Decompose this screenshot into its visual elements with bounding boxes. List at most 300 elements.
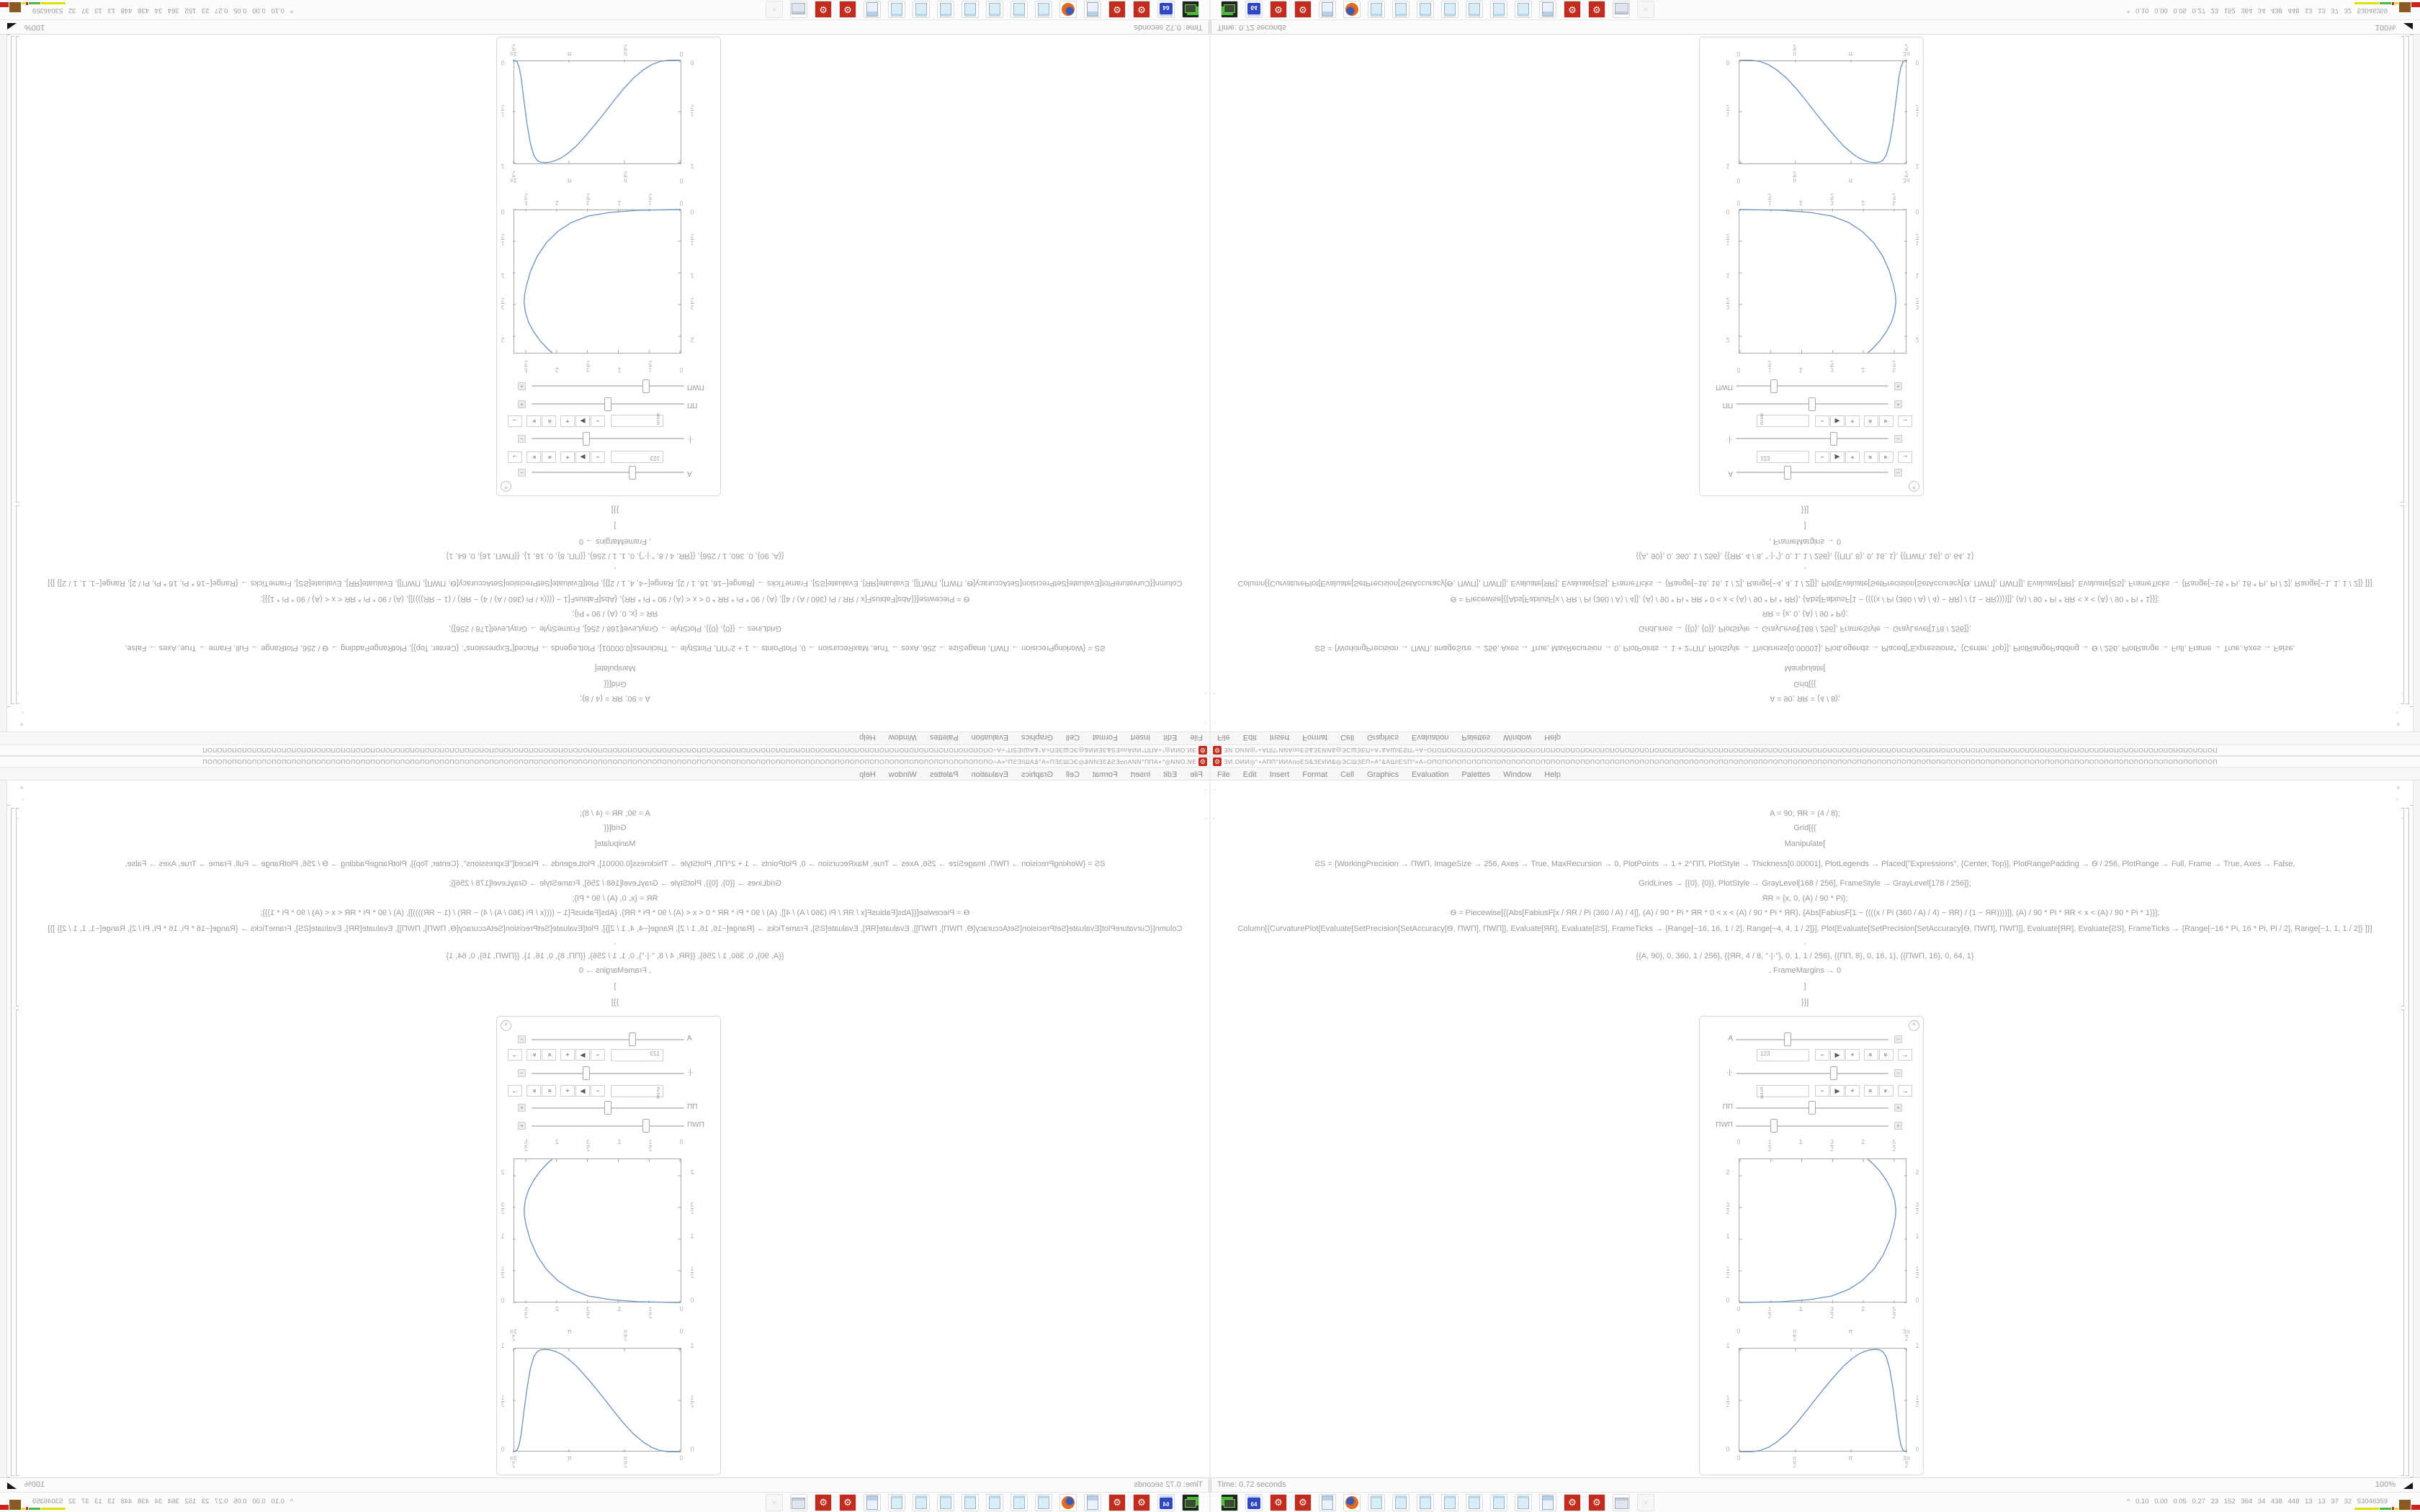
- slider-thumb[interactable]: [1830, 1066, 1837, 1080]
- step-down-button[interactable]: −: [1815, 415, 1829, 427]
- menu-item-help[interactable]: Help: [859, 733, 876, 742]
- magnification-level[interactable]: 100%: [24, 23, 45, 32]
- slider-track[interactable]: [1736, 1107, 1888, 1109]
- taskbar-icon-gear[interactable]: [1294, 1, 1312, 18]
- slider-collapse-button[interactable]: −: [1894, 1069, 1902, 1077]
- slower-button[interactable]: »: [1879, 1049, 1894, 1061]
- slider-thumb[interactable]: [1809, 397, 1816, 411]
- slower-button[interactable]: »: [1879, 1085, 1894, 1097]
- cell-bracket[interactable]: [2401, 808, 2404, 1007]
- code-line: Grid[{{: [1793, 680, 1816, 688]
- taskbar-icon-gear[interactable]: [1294, 1494, 1312, 1511]
- fraction-numerator: 3: [1915, 304, 1919, 311]
- taskbar-icon-disabled[interactable]: [766, 1, 783, 18]
- taskbar-icon-gear[interactable]: [1270, 1494, 1287, 1511]
- slider-track[interactable]: [532, 472, 684, 473]
- menu-item-cell[interactable]: Cell: [1065, 733, 1080, 742]
- slider-thumb[interactable]: [1830, 432, 1837, 446]
- jump-end-button[interactable]: →: [1898, 415, 1912, 427]
- window-tab-bar[interactable]: [1211, 756, 2420, 768]
- slider-expand-button[interactable]: +: [518, 400, 526, 408]
- taskbar-icon-notes[interactable]: [986, 1494, 1003, 1511]
- faster-button[interactable]: «: [1864, 415, 1878, 427]
- fraction-denominator: 2: [1915, 1402, 1919, 1408]
- slider-expand-button[interactable]: +: [518, 1104, 526, 1112]
- taskbar-icon-c64-floppy[interactable]: [1245, 1, 1263, 18]
- step-down-button[interactable]: −: [1815, 1049, 1829, 1061]
- slider-value-field[interactable]: 123: [611, 1049, 663, 1061]
- step-down-button[interactable]: −: [1815, 451, 1829, 463]
- step-down-button[interactable]: −: [1815, 1085, 1829, 1097]
- jump-end-button[interactable]: →: [1898, 451, 1912, 463]
- taskbar-icon-notes[interactable]: [1010, 1494, 1028, 1511]
- faster-button[interactable]: «: [1864, 1085, 1878, 1097]
- menu-item-format[interactable]: Format: [1302, 770, 1328, 779]
- taskbar-icon-disabled[interactable]: [766, 1494, 783, 1511]
- menu-item-insert[interactable]: Insert: [1130, 733, 1151, 742]
- menu-item-evaluation[interactable]: Evaluation: [971, 733, 1008, 742]
- taskbar-icon-c64-floppy[interactable]: [1157, 1, 1175, 18]
- slider-track[interactable]: [1736, 472, 1888, 473]
- slider-track[interactable]: [1736, 403, 1888, 405]
- faster-button[interactable]: «: [542, 415, 556, 427]
- slider-track[interactable]: [1736, 1125, 1888, 1127]
- vertical-scrollbar[interactable]: [2413, 780, 2420, 1477]
- edge-icon[interactable]: ˇ: [1205, 688, 1207, 695]
- cell-bracket[interactable]: [16, 36, 19, 503]
- taskbar-icon-notes[interactable]: [937, 1494, 954, 1511]
- taskbar-icon-firefox[interactable]: [1343, 1494, 1361, 1511]
- cell-bracket[interactable]: [11, 36, 14, 704]
- slower-button[interactable]: »: [526, 451, 541, 463]
- tick-fraction: [510, 170, 517, 183]
- faster-button[interactable]: «: [542, 451, 556, 463]
- slider-thumb[interactable]: [583, 432, 590, 446]
- menu-item-insert[interactable]: Insert: [1269, 733, 1290, 742]
- slider-thumb[interactable]: [629, 1032, 636, 1046]
- slider-thumb[interactable]: [629, 466, 636, 480]
- menu-item-file[interactable]: File: [1190, 770, 1203, 779]
- menu-item-cell[interactable]: Cell: [1065, 770, 1080, 779]
- step-up-button[interactable]: +: [1845, 415, 1860, 427]
- taskbar-icon-notes[interactable]: [1010, 1, 1028, 18]
- edge-icon[interactable]: ×: [19, 721, 24, 728]
- taskbar-icon-notes[interactable]: [986, 1, 1003, 18]
- taskbar-icon-notes[interactable]: [1441, 1, 1458, 18]
- menu-item-help[interactable]: Help: [1544, 733, 1561, 742]
- y-tick-label: 0: [501, 208, 505, 215]
- fraction-numerator: 5: [656, 1086, 660, 1093]
- edge-icon[interactable]: ·: [1214, 786, 1216, 793]
- slider-thumb[interactable]: [1784, 466, 1791, 480]
- slower-button[interactable]: »: [526, 1049, 541, 1061]
- slider-track[interactable]: [1736, 438, 1888, 439]
- edge-icon[interactable]: ×: [2396, 721, 2401, 728]
- slider-track[interactable]: [1736, 385, 1888, 387]
- magnification-level[interactable]: 100%: [24, 1480, 45, 1489]
- taskbar-icon-screenshot-tool[interactable]: [1221, 1494, 1238, 1511]
- evaluation-time-label: Time: 0.72 seconds: [1217, 1480, 1286, 1489]
- slider-value-field[interactable]: 123: [1757, 451, 1809, 463]
- fraction-numerator: π: [623, 177, 628, 184]
- slider-thumb[interactable]: [1770, 379, 1778, 393]
- firefox-icon: [1062, 3, 1075, 16]
- fraction-numerator: π: [623, 1328, 628, 1335]
- jump-end-button[interactable]: →: [508, 1049, 522, 1061]
- menu-item-file[interactable]: File: [1217, 733, 1230, 742]
- menu-item-evaluation[interactable]: Evaluation: [1412, 733, 1449, 742]
- taskbar-icon-calculator[interactable]: [1319, 1, 1336, 18]
- taskbar-icon-firefox[interactable]: [1059, 1494, 1077, 1511]
- cell-bracket[interactable]: [2406, 36, 2409, 704]
- taskbar-icon-notes[interactable]: [937, 1, 954, 18]
- taskbar-icon-notes[interactable]: [1417, 1494, 1434, 1511]
- slider-value-field[interactable]: [1757, 1085, 1809, 1100]
- taskbar-icon-notes[interactable]: [1515, 1, 1532, 18]
- taskbar-icon-gear[interactable]: [839, 1494, 856, 1511]
- fraction-denominator: 2: [586, 1146, 590, 1153]
- slider-collapse-button[interactable]: −: [518, 469, 526, 477]
- tick-fraction: [1893, 1307, 1896, 1320]
- step-up-button[interactable]: +: [1845, 1085, 1860, 1097]
- slider-expand-button[interactable]: +: [1894, 400, 1902, 408]
- menu-item-help[interactable]: Help: [859, 770, 876, 779]
- edge-icon[interactable]: ▫: [21, 796, 24, 803]
- menu-item-file[interactable]: File: [1190, 733, 1203, 742]
- fraction-numerator: 5: [656, 419, 660, 426]
- slider-thumb[interactable]: [604, 1101, 611, 1115]
- manipulate-panel: [496, 1016, 721, 1475]
- slider-thumb[interactable]: [1770, 1119, 1778, 1133]
- menu-item-window[interactable]: Window: [888, 770, 917, 779]
- cell-bracket[interactable]: [16, 808, 19, 1007]
- slider-thumb[interactable]: [1784, 1032, 1791, 1046]
- play-button[interactable]: ▶: [1830, 415, 1845, 427]
- slider-expand-button[interactable]: +: [1894, 382, 1902, 390]
- slider-track[interactable]: [1736, 1039, 1888, 1040]
- taskbar-icon-screenshot-tool[interactable]: [1182, 1, 1199, 18]
- taskbar-icon-gear[interactable]: [1133, 1, 1150, 18]
- menu-item-window[interactable]: Window: [1503, 770, 1532, 779]
- taskbar-icon-calculator[interactable]: [1319, 1494, 1336, 1511]
- fraction-denominator: 2: [511, 1336, 516, 1342]
- jump-end-button[interactable]: →: [508, 451, 522, 463]
- menu-item-evaluation[interactable]: Evaluation: [971, 770, 1008, 779]
- taskbar-icon-notes[interactable]: [888, 1494, 905, 1511]
- manipulate-options-button[interactable]: +: [501, 1020, 511, 1031]
- edge-icon[interactable]: ˇ: [1213, 817, 1215, 824]
- faster-button[interactable]: «: [1864, 451, 1878, 463]
- slider-collapse-button[interactable]: −: [518, 1069, 526, 1077]
- jump-end-button[interactable]: →: [1898, 1049, 1912, 1061]
- window-tab-bar[interactable]: [0, 744, 1209, 756]
- menu-item-palettes[interactable]: Palettes: [929, 770, 959, 779]
- slider-collapse-button[interactable]: −: [1894, 469, 1902, 477]
- edge-icon[interactable]: ▫: [2396, 796, 2399, 803]
- stats-graph-block: [29, 1508, 40, 1510]
- taskbar-icon-disabled[interactable]: [1637, 1, 1654, 18]
- step-up-button[interactable]: +: [1845, 1049, 1860, 1061]
- taskbar-icon-notes[interactable]: [1466, 1, 1483, 18]
- menu-item-cell[interactable]: Cell: [1340, 770, 1355, 779]
- taskbar-icon-gear[interactable]: [1108, 1494, 1126, 1511]
- step-down-button[interactable]: −: [591, 451, 605, 463]
- magnification-level[interactable]: 100%: [2375, 23, 2396, 32]
- jump-end-button[interactable]: →: [1898, 1085, 1912, 1097]
- x-tick-label: π: [1848, 1454, 1853, 1462]
- taskbar-icon-calculator[interactable]: [1084, 1, 1101, 18]
- taskbar-icon-printer[interactable]: [1613, 1494, 1630, 1511]
- slider-track[interactable]: [532, 1125, 684, 1127]
- slider-value-field[interactable]: 123: [611, 451, 663, 463]
- slider-thumb[interactable]: [604, 397, 611, 411]
- taskbar-icon-notes[interactable]: [1392, 1494, 1410, 1511]
- x-tick-label: 1: [617, 366, 622, 374]
- faster-button[interactable]: «: [1864, 1049, 1878, 1061]
- vertical-scrollbar[interactable]: [2413, 35, 2420, 732]
- menu-item-edit[interactable]: Edit: [1163, 733, 1178, 742]
- taskbar-icon-notes[interactable]: [1035, 1494, 1052, 1511]
- slider-value-field[interactable]: [1757, 412, 1809, 427]
- slider-track[interactable]: [532, 438, 684, 439]
- play-button[interactable]: ▶: [1830, 1085, 1845, 1097]
- slower-button[interactable]: »: [526, 1085, 541, 1097]
- edge-icon[interactable]: ▫: [2396, 709, 2399, 716]
- edge-icon[interactable]: ˇ: [1205, 817, 1207, 824]
- taskbar-icon-notes[interactable]: [1490, 1494, 1507, 1511]
- taskbar-icon-gear[interactable]: [1108, 1, 1126, 18]
- taskbar-icon-notes[interactable]: [1490, 1, 1507, 18]
- taskbar-icon-notes[interactable]: [1368, 1494, 1385, 1511]
- manipulate-options-button[interactable]: +: [1909, 1020, 1919, 1031]
- menu-item-window[interactable]: Window: [888, 733, 917, 742]
- taskbar-icon-printer[interactable]: [1613, 1, 1630, 18]
- slider-track[interactable]: [532, 403, 684, 405]
- taskbar-icon-gear[interactable]: [1133, 1494, 1150, 1511]
- taskbar-icon-calculator[interactable]: [1084, 1494, 1101, 1511]
- menu-item-edit[interactable]: Edit: [1163, 770, 1178, 779]
- taskbar-icon-c64-floppy[interactable]: [1245, 1494, 1263, 1511]
- menu-item-edit[interactable]: Edit: [1242, 770, 1257, 779]
- menu-item-format[interactable]: Format: [1092, 733, 1118, 742]
- taskbar-icon-notes[interactable]: [913, 1494, 930, 1511]
- menu-item-insert[interactable]: Insert: [1130, 770, 1151, 779]
- edge-icon[interactable]: ˇ: [1213, 688, 1215, 695]
- cell-bracket[interactable]: [2401, 1009, 2404, 1476]
- y-tick-label: 1: [501, 1342, 505, 1349]
- slider-expand-button[interactable]: +: [1894, 1122, 1902, 1130]
- cell-bracket[interactable]: [2406, 808, 2409, 1476]
- edge-icon[interactable]: ×: [2396, 784, 2401, 791]
- x-tick-label: 2: [555, 1138, 559, 1146]
- slider-thumb[interactable]: [642, 1119, 650, 1133]
- taskbar-icon-gear[interactable]: [1270, 1, 1287, 18]
- slider-collapse-button[interactable]: −: [1894, 435, 1902, 443]
- tick-fraction: [1893, 359, 1896, 372]
- menu-item-evaluation[interactable]: Evaluation: [1412, 770, 1449, 779]
- resize-grip-icon[interactable]: [2403, 1482, 2413, 1489]
- taskbar-icon-firefox[interactable]: [1343, 1, 1361, 18]
- fraction-numerator: 3: [501, 1201, 505, 1208]
- slider-expand-button[interactable]: +: [518, 382, 526, 390]
- play-button[interactable]: ▶: [1830, 451, 1845, 463]
- menu-item-palettes[interactable]: Palettes: [1461, 733, 1491, 742]
- step-up-button[interactable]: +: [560, 451, 575, 463]
- manipulate-options-button[interactable]: +: [501, 481, 511, 492]
- taskbar-icon-calculator[interactable]: [864, 1494, 881, 1511]
- taskbar-icon-screenshot-tool[interactable]: [1221, 1, 1238, 18]
- step-down-button[interactable]: −: [591, 1085, 605, 1097]
- slider-collapse-button[interactable]: −: [518, 435, 526, 443]
- taskbar-icon-disabled[interactable]: [1637, 1494, 1654, 1511]
- menu-item-palettes[interactable]: Palettes: [1461, 770, 1491, 779]
- menu-item-file[interactable]: File: [1217, 770, 1230, 779]
- edge-icon[interactable]: ×: [19, 784, 24, 791]
- vertical-scrollbar[interactable]: [0, 780, 7, 1477]
- taskbar-icon-calculator[interactable]: [1539, 1494, 1556, 1511]
- faster-button[interactable]: «: [542, 1085, 556, 1097]
- slider-thumb[interactable]: [1809, 1101, 1816, 1115]
- taskbar-icon-notes[interactable]: [962, 1494, 979, 1511]
- fraction-numerator: 5: [524, 1306, 528, 1313]
- taskbar-icon-gear[interactable]: [839, 1, 856, 18]
- slider-expand-button[interactable]: +: [518, 1122, 526, 1130]
- taskbar-icon-notes[interactable]: [1392, 1, 1410, 18]
- slider-track[interactable]: [532, 1039, 684, 1040]
- taskbar-icon-printer[interactable]: [790, 1, 807, 18]
- slower-button[interactable]: »: [526, 415, 541, 427]
- taskbar-icon-notes[interactable]: [1515, 1494, 1532, 1511]
- faster-button[interactable]: «: [542, 1049, 556, 1061]
- taskbar-icon-notes[interactable]: [1035, 1, 1052, 18]
- play-button[interactable]: ▶: [575, 415, 590, 427]
- slider-track[interactable]: [532, 385, 684, 387]
- manipulate-options-button[interactable]: +: [1909, 481, 1919, 492]
- slower-button[interactable]: »: [1879, 451, 1894, 463]
- edge-icon[interactable]: ˆ: [17, 688, 19, 695]
- edge-icon[interactable]: ·: [1204, 719, 1206, 726]
- cell-bracket[interactable]: [2401, 36, 2404, 503]
- slider-value-field[interactable]: [611, 412, 663, 427]
- taskbar-icon-notes[interactable]: [1466, 1494, 1483, 1511]
- menu-item-window[interactable]: Window: [1503, 733, 1532, 742]
- taskbar-icon-calculator[interactable]: [1539, 1, 1556, 18]
- play-button[interactable]: ▶: [575, 1049, 590, 1061]
- taskbar-icon-notes[interactable]: [888, 1, 905, 18]
- taskbar-icon-screenshot-tool[interactable]: [1182, 1494, 1199, 1511]
- taskbar-icon-gear[interactable]: [815, 1494, 832, 1511]
- menu-item-edit[interactable]: Edit: [1242, 733, 1257, 742]
- taskbar-icon-notes[interactable]: [1368, 1, 1385, 18]
- menu-item-palettes[interactable]: Palettes: [929, 733, 959, 742]
- step-up-button[interactable]: +: [1845, 451, 1860, 463]
- vertical-scrollbar[interactable]: [0, 35, 7, 732]
- edge-icon[interactable]: ˆ: [17, 817, 19, 824]
- play-button[interactable]: ▶: [575, 451, 590, 463]
- menu-item-format[interactable]: Format: [1092, 770, 1118, 779]
- slider-track[interactable]: [532, 1107, 684, 1109]
- edge-icon[interactable]: ▫: [21, 709, 24, 716]
- menu-item-cell[interactable]: Cell: [1340, 733, 1355, 742]
- fraction-denominator: 2: [1726, 233, 1730, 240]
- menu-item-insert[interactable]: Insert: [1269, 770, 1290, 779]
- menu-item-format[interactable]: Format: [1302, 733, 1328, 742]
- slider-collapse-button[interactable]: −: [1894, 1035, 1902, 1043]
- taskbar-icon-notes[interactable]: [913, 1, 930, 18]
- menu-item-help[interactable]: Help: [1544, 770, 1561, 779]
- step-down-button[interactable]: −: [591, 415, 605, 427]
- taskbar-icon-gear[interactable]: [1564, 1, 1581, 18]
- slider-value-field[interactable]: [611, 1085, 663, 1100]
- evaluation-time-label: Time: 0.72 seconds: [1217, 23, 1286, 32]
- menu-item-graphics[interactable]: Graphics: [1367, 733, 1399, 742]
- window-tab-bar[interactable]: [0, 756, 1209, 768]
- taskbar-icon-gear[interactable]: [1588, 1494, 1605, 1511]
- cell-bracket[interactable]: [16, 505, 19, 704]
- x-tick-label: [579, 192, 596, 206]
- step-up-button[interactable]: +: [560, 415, 575, 427]
- code-line: Manipulate[: [594, 840, 636, 848]
- taskbar-icon-c64-floppy[interactable]: [1157, 1494, 1175, 1511]
- resize-grip-icon[interactable]: [7, 23, 17, 30]
- jump-end-button[interactable]: →: [508, 415, 522, 427]
- menu-item-graphics[interactable]: Graphics: [1021, 770, 1053, 779]
- slider-thumb[interactable]: [583, 1066, 590, 1080]
- cell-bracket[interactable]: [2401, 505, 2404, 704]
- slider-thumb[interactable]: [642, 379, 650, 393]
- y-tick-label: 0: [690, 59, 694, 66]
- taskbar-icon-firefox[interactable]: [1059, 1, 1077, 18]
- slider-expand-button[interactable]: +: [1894, 1104, 1902, 1112]
- resize-grip-icon[interactable]: [7, 1482, 17, 1489]
- step-up-button[interactable]: +: [560, 1049, 575, 1061]
- taskbar-icon-notes[interactable]: [962, 1, 979, 18]
- edge-icon[interactable]: ·: [1204, 786, 1206, 793]
- step-down-button[interactable]: −: [591, 1049, 605, 1061]
- slower-button[interactable]: »: [1879, 415, 1894, 427]
- taskbar-icon-notes[interactable]: [1441, 1494, 1458, 1511]
- play-button[interactable]: ▶: [1830, 1049, 1845, 1061]
- menu-bar: [1211, 768, 2420, 780]
- menu-item-graphics[interactable]: Graphics: [1021, 733, 1053, 742]
- jump-end-button[interactable]: →: [508, 1085, 522, 1097]
- cell-bracket[interactable]: [16, 1009, 19, 1476]
- taskbar-icon-printer[interactable]: [790, 1494, 807, 1511]
- slider-value-field[interactable]: 123: [1757, 1049, 1809, 1061]
- slider-track[interactable]: [532, 1073, 684, 1074]
- taskbar-icon-gear[interactable]: [1564, 1494, 1581, 1511]
- taskbar-icon-gear[interactable]: [815, 1, 832, 18]
- edge-icon[interactable]: ˆ: [2401, 817, 2403, 824]
- resize-grip-icon[interactable]: [2403, 23, 2413, 30]
- taskbar-icon-gear[interactable]: [1588, 1, 1605, 18]
- slider-collapse-button[interactable]: −: [518, 1035, 526, 1043]
- taskbar-icon-calculator[interactable]: [864, 1, 881, 18]
- edge-icon[interactable]: ·: [1214, 719, 1216, 726]
- fraction-numerator: 1: [1915, 111, 1919, 117]
- edge-icon[interactable]: ˆ: [2401, 688, 2403, 695]
- window-tab-bar[interactable]: [1211, 744, 2420, 756]
- notes-icon: [940, 1495, 951, 1509]
- play-button[interactable]: ▶: [575, 1085, 590, 1097]
- y-tick-label: 1: [690, 1233, 694, 1241]
- menu-item-graphics[interactable]: Graphics: [1367, 770, 1399, 779]
- step-up-button[interactable]: +: [560, 1085, 575, 1097]
- slider-track[interactable]: [1736, 1073, 1888, 1074]
- taskbar-icon-notes[interactable]: [1417, 1, 1434, 18]
- magnification-level[interactable]: 100%: [2375, 1480, 2396, 1489]
- cell-bracket[interactable]: [11, 808, 14, 1476]
